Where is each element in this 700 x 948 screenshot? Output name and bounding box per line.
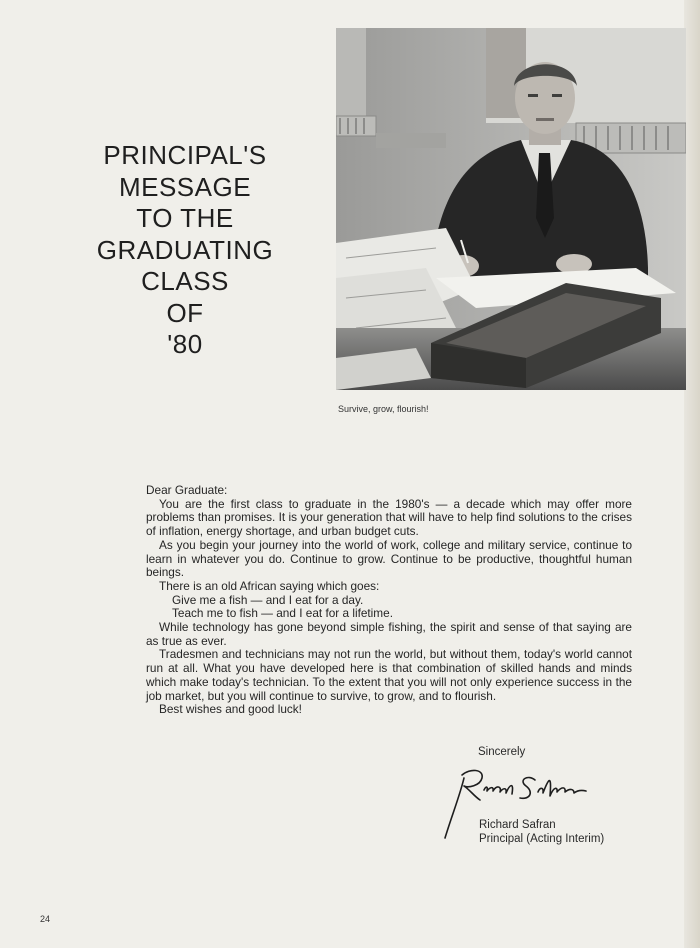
title-line-4: GRADUATING: [96, 234, 274, 265]
signer-name: Richard Safran: [479, 819, 556, 831]
saying-line: Teach me to fish — and I eat for a lifetime.: [172, 606, 393, 621]
photo-caption: Survive, grow, flourish!: [338, 404, 429, 414]
principal-photo: [336, 28, 686, 390]
signer-block: [479, 818, 604, 846]
saying-line: Give me a fish — and I eat for a day.: [172, 592, 364, 607]
title-line-3: TO THE: [136, 203, 234, 233]
letter-paragraph: While technology has gone beyond simple fishing, the spirit and sense of that saying are as true as ever.: [146, 620, 632, 648]
letter-paragraph: There is an old African saying which goes:: [159, 578, 380, 593]
letter-body: [146, 484, 632, 717]
letter-paragraph: As you begin your journey into the world of work, college and military service, continue to learn in whatever you do. Continue to grow. Continue to be productive, thoughtful human beings.: [146, 537, 632, 580]
title-line-7: '80: [167, 329, 203, 359]
letter-paragraph: You are the first class to graduate in the 1980's — a decade which may offer more problems than promises. It is your generation that will have to help find solutions to the crises of inflation, energy shortage, and urban budget cuts.: [146, 496, 632, 539]
letter-salutation: Dear Graduate:: [146, 483, 228, 497]
title-line-1: PRINCIPAL'S: [103, 140, 267, 170]
letter-closing: Sincerely: [478, 746, 526, 758]
title-line-2: MESSAGE: [118, 171, 252, 202]
signer-title: Principal (Acting Interim): [479, 833, 605, 845]
page-title: [70, 140, 300, 361]
letter-paragraph: Tradesmen and technicians may not run the world, but without them, today's world cannot run at all. What you have developed here is that combination of skilled hands and minds which make today's technician. To the extent that you will not only experience success in the job market, but you will continue to survive, to grow, and to flourish.: [146, 647, 632, 703]
title-line-5: CLASS: [141, 266, 229, 296]
letter-paragraph: Best wishes and good luck!: [159, 702, 302, 717]
page-edge: [684, 0, 700, 948]
title-line-6: OF: [166, 297, 204, 328]
page-number: 24: [40, 914, 51, 924]
principal-photo-illustration: [336, 28, 686, 390]
